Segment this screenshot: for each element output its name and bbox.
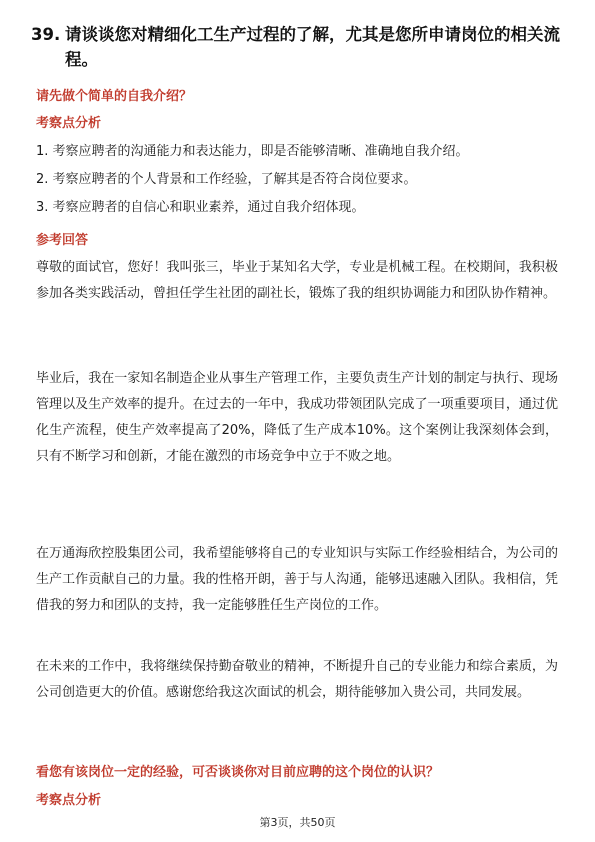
answer-paragraph: 在未来的工作中，我将继续保持勤奋敬业的精神，不断提升自己的专业能力和综合素质，为公司创造更大的价值。感谢您给我这次面试的机会，期待能够加入贵公司，共同发展。 (36, 659, 558, 700)
answer-title: 参考回答 (36, 233, 89, 248)
question-number: 39. (31, 25, 61, 44)
answer-paragraph: 在万通海欣控股集团公司，我希望能够将自己的专业知识与实际工作经验相结合，为公司的生产工作贡献自己的力量。我的性格开朗，善于与人沟通，能够迅速融入团队。我相信，凭借我的努力和团队的支持，我一定能够胜任生产岗位的工作。 (36, 546, 558, 613)
sub-question-title: 请先做个简单的自我介绍？ (36, 89, 193, 104)
answer-paragraph: 毕业后，我在一家知名制造企业从事生产管理工作，主要负责生产计划的制定与执行、现场管理以及生产效率的提升。在过去的一年中，我成功带领团队完成了一项重要项目，通过优化生产流程，使生产效率提高了20%，降低了生产成本10%。这个案例让我深刻体会到，只有不断学习和创新，才能在激烈的市场竞争中立于不败之地。 (36, 371, 558, 464)
analysis-title-2: 考察点分析 (36, 793, 102, 808)
analysis-point: 1. 考察应聘者的沟通能力和表达能力，即是否能够清晰、准确地自我介绍。 (36, 144, 469, 159)
sub-question-title-2: 看您有该岗位一定的经验，可否谈谈你对目前应聘的这个岗位的认识？ (36, 765, 440, 780)
analysis-title: 考察点分析 (36, 116, 102, 131)
analysis-point: 2. 考察应聘者的个人背景和工作经验，了解其是否符合岗位要求。 (36, 172, 417, 187)
question-heading (31, 22, 571, 72)
analysis-point: 3. 考察应聘者的自信心和职业素养，通过自我介绍体现。 (36, 200, 365, 215)
page-footer: 第3页，共50页 (259, 816, 336, 829)
answer-paragraph: 尊敬的面试官，您好！我叫张三，毕业于某知名大学，专业是机械工程。在校期间，我积极参加各类实践活动，曾担任学生社团的副社长，锻炼了我的组织协调能力和团队协作精神。 (36, 260, 558, 301)
question-text: 请谈谈您对精细化工生产过程的了解，尤其是您所申请岗位的相关流程。 (65, 25, 560, 69)
